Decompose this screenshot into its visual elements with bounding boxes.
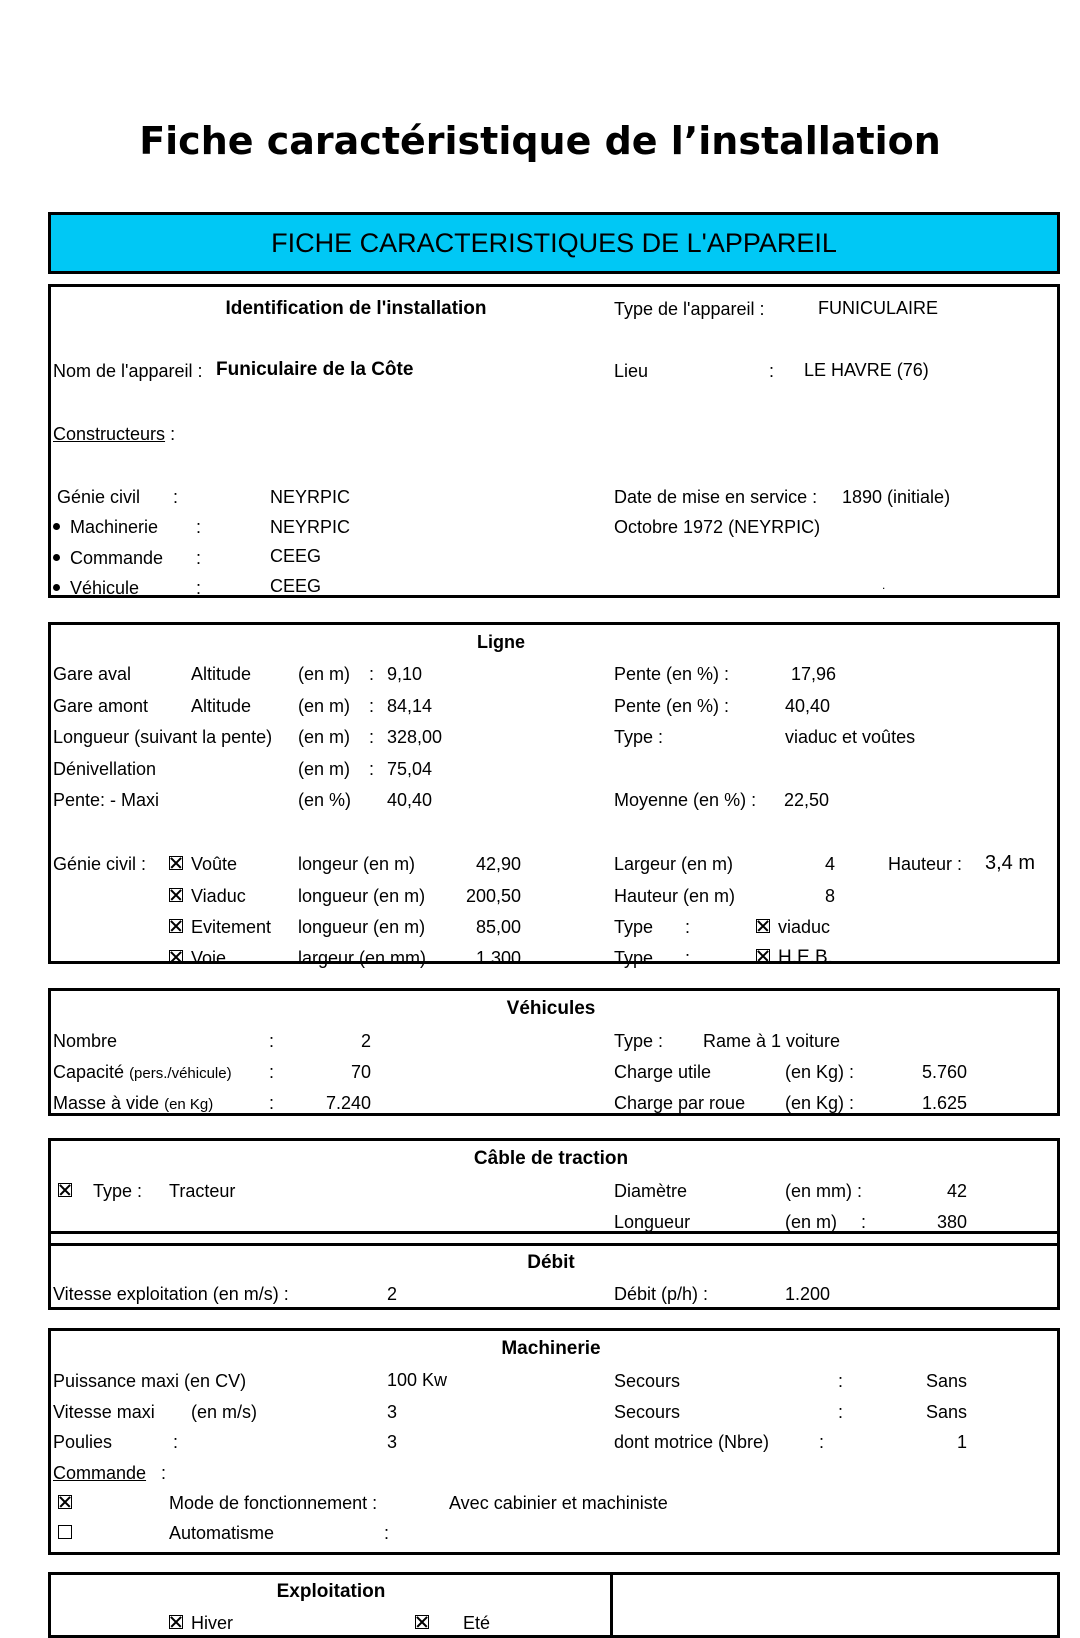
mode-checkbox-row bbox=[58, 1492, 80, 1514]
nombre-label: Nombre bbox=[53, 1031, 118, 1051]
checked-box-icon[interactable] bbox=[415, 1615, 429, 1629]
gare-aval-colon: : bbox=[369, 664, 375, 684]
cable-type-label: Type : bbox=[93, 1181, 143, 1201]
mode-label: Mode de fonctionnement : bbox=[169, 1493, 378, 1513]
longueur-label: Longueur (suivant la pente) bbox=[53, 727, 273, 747]
vitesse-maxi-value: 3 bbox=[387, 1402, 398, 1422]
motrice-value: 1 bbox=[956, 1432, 967, 1452]
capacite-label: Capacité bbox=[53, 1062, 125, 1082]
viaduc-unit: longueur (en m) bbox=[298, 886, 426, 906]
viaduc-label: Viaduc bbox=[191, 886, 246, 906]
pente-amont-value: 40,40 bbox=[785, 696, 831, 716]
nombre-value: 2 bbox=[360, 1031, 371, 1051]
checked-box-icon[interactable] bbox=[58, 1495, 72, 1509]
hauteur-value: 3,4 m bbox=[985, 852, 1036, 874]
commande-label: Commande bbox=[70, 548, 164, 568]
machinerie-colon: : bbox=[196, 517, 202, 537]
secours-2-label: Secours bbox=[614, 1402, 681, 1422]
type-heb-value: H.E.B. bbox=[778, 947, 833, 968]
capacite-colon: : bbox=[269, 1062, 275, 1082]
diametre-unit: (en mm) : bbox=[785, 1181, 863, 1201]
pente-maxi-unit: (en %) bbox=[298, 790, 352, 810]
charge-roue-label: Charge par roue bbox=[614, 1093, 746, 1113]
bullet-icon bbox=[53, 584, 60, 591]
cable-longueur-label: Longueur bbox=[614, 1212, 691, 1232]
voute-unit: longeur (en m) bbox=[298, 854, 416, 874]
gare-amont-altitude: Altitude bbox=[191, 696, 252, 716]
voie-unit: largeur (en mm) bbox=[298, 948, 427, 968]
machinerie-heading: Machinerie bbox=[501, 1338, 601, 1359]
type-value: FUNICULAIRE bbox=[818, 298, 939, 318]
hauteur-en-m-value: 8 bbox=[824, 886, 835, 906]
cable-longueur-colon: : bbox=[861, 1212, 867, 1232]
lieu-label: Lieu bbox=[614, 361, 649, 381]
type-viaduc-label: Type bbox=[614, 917, 654, 937]
machinerie-section bbox=[48, 1328, 1060, 1555]
checked-box-icon[interactable] bbox=[756, 949, 770, 963]
longueur-value: 328,00 bbox=[387, 727, 443, 747]
gare-amont-label: Gare amont bbox=[53, 696, 149, 716]
machinerie-commande-label: Commande bbox=[53, 1463, 147, 1483]
charge-utile-unit: (en Kg) : bbox=[785, 1062, 855, 1082]
automatisme-label: Automatisme bbox=[169, 1523, 275, 1543]
identification-section bbox=[48, 284, 1060, 598]
genie-civil-label: Génie civil : bbox=[53, 854, 147, 874]
secours-1-value: Sans bbox=[925, 1371, 967, 1391]
vehicules-heading: Véhicules bbox=[506, 998, 596, 1019]
voute-value: 42,90 bbox=[475, 854, 521, 874]
constructeurs-colon: : bbox=[170, 424, 176, 444]
banner-title: FICHE CARACTERISTIQUES DE L'APPAREIL bbox=[48, 212, 1060, 274]
commande-colon: : bbox=[196, 548, 202, 568]
largeur-label: Largeur (en m) bbox=[614, 854, 734, 874]
ete-checkbox-row bbox=[415, 1612, 437, 1634]
pente-aval-value: 17,96 bbox=[791, 664, 837, 684]
nom-label: Nom de l'appareil : bbox=[53, 361, 203, 381]
genie-civil-label: Génie civil bbox=[57, 487, 141, 507]
secours-2-value: Sans bbox=[925, 1402, 967, 1422]
nombre-colon: : bbox=[269, 1031, 275, 1051]
vehicules-section bbox=[48, 988, 1060, 1116]
viaduc-row bbox=[169, 885, 246, 907]
genie-civil-colon: : bbox=[173, 487, 179, 507]
checked-box-icon[interactable] bbox=[169, 888, 183, 902]
constructeurs-label bbox=[53, 423, 175, 445]
constructeurs-text: Constructeurs bbox=[53, 424, 166, 444]
masse-unit: (en Kg) bbox=[164, 1096, 214, 1113]
secours-1-colon: : bbox=[838, 1371, 844, 1391]
type-viaduc-row bbox=[756, 916, 830, 938]
poulies-label: Poulies bbox=[53, 1432, 113, 1452]
checked-box-icon[interactable] bbox=[58, 1183, 72, 1197]
masse-row bbox=[53, 1092, 213, 1116]
evitement-label: Evitement bbox=[191, 917, 272, 937]
evitement-value: 85,00 bbox=[475, 917, 521, 937]
capacite-unit: (pers./véhicule) bbox=[129, 1065, 232, 1082]
vitesse-exploitation-label: Vitesse exploitation (en m/s) : bbox=[53, 1284, 289, 1304]
checked-box-icon[interactable] bbox=[756, 919, 770, 933]
pente-amont-label: Pente (en %) : bbox=[614, 696, 730, 716]
evitement-unit: longueur (en m) bbox=[298, 917, 426, 937]
ligne-section bbox=[48, 622, 1060, 968]
secours-2-colon: : bbox=[838, 1402, 844, 1422]
capacite-row bbox=[53, 1061, 232, 1085]
diametre-label: Diamètre bbox=[614, 1181, 688, 1201]
gare-amont-value: 84,14 bbox=[387, 696, 433, 716]
cable-section bbox=[48, 1138, 1060, 1234]
checked-box-icon[interactable] bbox=[169, 1615, 183, 1629]
bullet-icon bbox=[53, 523, 60, 530]
debit-label: Débit (p/h) : bbox=[614, 1284, 709, 1304]
automatisme-colon: : bbox=[384, 1523, 390, 1543]
masse-value: 7.240 bbox=[325, 1093, 371, 1113]
cable-type-row bbox=[58, 1180, 80, 1202]
diametre-value: 42 bbox=[946, 1181, 967, 1201]
cable-heading: Câble de traction bbox=[473, 1148, 629, 1169]
exploitation-divider bbox=[610, 1575, 613, 1635]
automatisme-checkbox-row bbox=[58, 1522, 80, 1544]
mode-value: Avec cabinier et machiniste bbox=[449, 1493, 668, 1513]
cable-longueur-value: 380 bbox=[936, 1212, 967, 1232]
type-heb-row bbox=[756, 946, 833, 969]
largeur-value: 4 bbox=[824, 854, 835, 874]
secours-1-label: Secours bbox=[614, 1371, 681, 1391]
unchecked-box-icon[interactable] bbox=[58, 1525, 72, 1539]
charge-roue-unit: (en Kg) : bbox=[785, 1093, 855, 1113]
type-heb-colon: : bbox=[685, 948, 691, 968]
hiver-label: Hiver bbox=[191, 1613, 234, 1633]
vitesse-exploitation-value: 2 bbox=[387, 1284, 398, 1304]
vitesse-maxi-unit: (en m/s) bbox=[191, 1402, 258, 1422]
charge-roue-value: 1.625 bbox=[921, 1093, 967, 1113]
masse-colon: : bbox=[269, 1093, 275, 1113]
pente-maxi-value: 40,40 bbox=[387, 790, 433, 810]
machinerie-label: Machinerie bbox=[70, 517, 159, 537]
type-heb-label: Type bbox=[614, 948, 654, 968]
denivellation-label: Dénivellation bbox=[53, 759, 157, 779]
longueur-colon: : bbox=[369, 727, 375, 747]
vehicule-label: Véhicule bbox=[70, 578, 140, 598]
commande-row bbox=[53, 547, 163, 569]
gare-amont-unit: (en m) bbox=[298, 696, 351, 716]
pente-aval-label: Pente (en %) : bbox=[614, 664, 730, 684]
ligne-heading: Ligne bbox=[477, 632, 525, 652]
hauteur-label: Hauteur : bbox=[888, 854, 963, 874]
gare-aval-label: Gare aval bbox=[53, 664, 132, 684]
vitesse-maxi-label: Vitesse maxi bbox=[53, 1402, 155, 1422]
type-value: viaduc et voûtes bbox=[785, 727, 916, 747]
identification-heading: Identification de l'installation bbox=[225, 298, 487, 319]
voie-label: Voie bbox=[191, 948, 227, 968]
gare-aval-value: 9,10 bbox=[387, 664, 423, 684]
denivellation-value: 75,04 bbox=[387, 759, 433, 779]
exploitation-section bbox=[48, 1572, 1060, 1638]
nom-value: Funiculaire de la Côte bbox=[216, 359, 414, 380]
moyenne-label: Moyenne (en %) : bbox=[614, 790, 757, 810]
poulies-value: 3 bbox=[387, 1432, 398, 1452]
voie-row bbox=[169, 947, 226, 969]
puissance-label: Puissance maxi (en CV) bbox=[53, 1371, 247, 1391]
type-viaduc-value: viaduc bbox=[778, 917, 831, 937]
moyenne-value: 22,50 bbox=[784, 790, 830, 810]
viaduc-value: 200,50 bbox=[465, 886, 521, 906]
longueur-unit: (en m) bbox=[298, 727, 351, 747]
cable-type-value: Tracteur bbox=[169, 1181, 236, 1201]
charge-utile-label: Charge utile bbox=[614, 1062, 712, 1082]
ete-label: Eté bbox=[463, 1613, 491, 1633]
debit-value: 1.200 bbox=[785, 1284, 831, 1304]
checked-box-icon[interactable] bbox=[169, 919, 183, 933]
genie-civil-value: NEYRPIC bbox=[270, 487, 351, 507]
debit-section bbox=[48, 1243, 1060, 1310]
puissance-value: 100 Kw bbox=[387, 1370, 448, 1390]
voie-value: 1.300 bbox=[475, 948, 521, 968]
vehicule-value: CEEG bbox=[270, 576, 322, 596]
motrice-label: dont motrice (Nbre) bbox=[614, 1432, 770, 1452]
voute-row bbox=[169, 853, 237, 875]
date-value: 1890 (initiale) bbox=[842, 487, 951, 507]
vehicule-colon: : bbox=[196, 578, 202, 598]
lieu-colon: : bbox=[769, 361, 775, 381]
type-label: Type de l'appareil : bbox=[614, 299, 765, 319]
motrice-colon: : bbox=[819, 1432, 825, 1452]
type-label: Type : bbox=[614, 727, 664, 747]
machinerie-value: NEYRPIC bbox=[270, 517, 351, 537]
type-viaduc-colon: : bbox=[685, 917, 691, 937]
poulies-colon: : bbox=[173, 1432, 179, 1452]
voute-label: Voûte bbox=[191, 854, 238, 874]
gare-amont-colon: : bbox=[369, 696, 375, 716]
hiver-row bbox=[169, 1612, 233, 1634]
date-value-2: Octobre 1972 (NEYRPIC) bbox=[614, 517, 821, 537]
debit-heading: Débit bbox=[527, 1252, 575, 1273]
dot-mark: . bbox=[882, 578, 886, 592]
checked-box-icon[interactable] bbox=[169, 856, 183, 870]
hauteur-en-m-label: Hauteur (en m) bbox=[614, 886, 736, 906]
bullet-icon bbox=[53, 554, 60, 561]
masse-label: Masse à vide bbox=[53, 1093, 160, 1113]
charge-utile-value: 5.760 bbox=[921, 1062, 967, 1082]
denivellation-unit: (en m) bbox=[298, 759, 351, 779]
lieu-value: LE HAVRE (76) bbox=[804, 360, 929, 380]
machinerie-commande-colon: : bbox=[161, 1463, 167, 1483]
exploitation-heading: Exploitation bbox=[276, 1581, 386, 1602]
checked-box-icon[interactable] bbox=[169, 950, 183, 964]
evitement-row bbox=[169, 916, 271, 938]
vehicule-row bbox=[53, 577, 139, 599]
date-label: Date de mise en service : bbox=[614, 487, 818, 507]
vehicule-type-label: Type : bbox=[614, 1031, 664, 1051]
denivellation-colon: : bbox=[369, 759, 375, 779]
vehicule-type-value: Rame à 1 voiture bbox=[703, 1031, 841, 1051]
page-title: Fiche caractéristique de l’installation bbox=[139, 119, 941, 163]
commande-value: CEEG bbox=[270, 546, 322, 566]
machinerie-commande-row bbox=[53, 1462, 146, 1484]
capacite-value: 70 bbox=[350, 1062, 371, 1082]
machinerie-row bbox=[53, 516, 158, 538]
pente-maxi-label: Pente: - Maxi bbox=[53, 790, 160, 810]
cable-longueur-unit: (en m) bbox=[785, 1212, 838, 1232]
gare-aval-unit: (en m) bbox=[298, 664, 351, 684]
gare-aval-altitude: Altitude bbox=[191, 664, 252, 684]
